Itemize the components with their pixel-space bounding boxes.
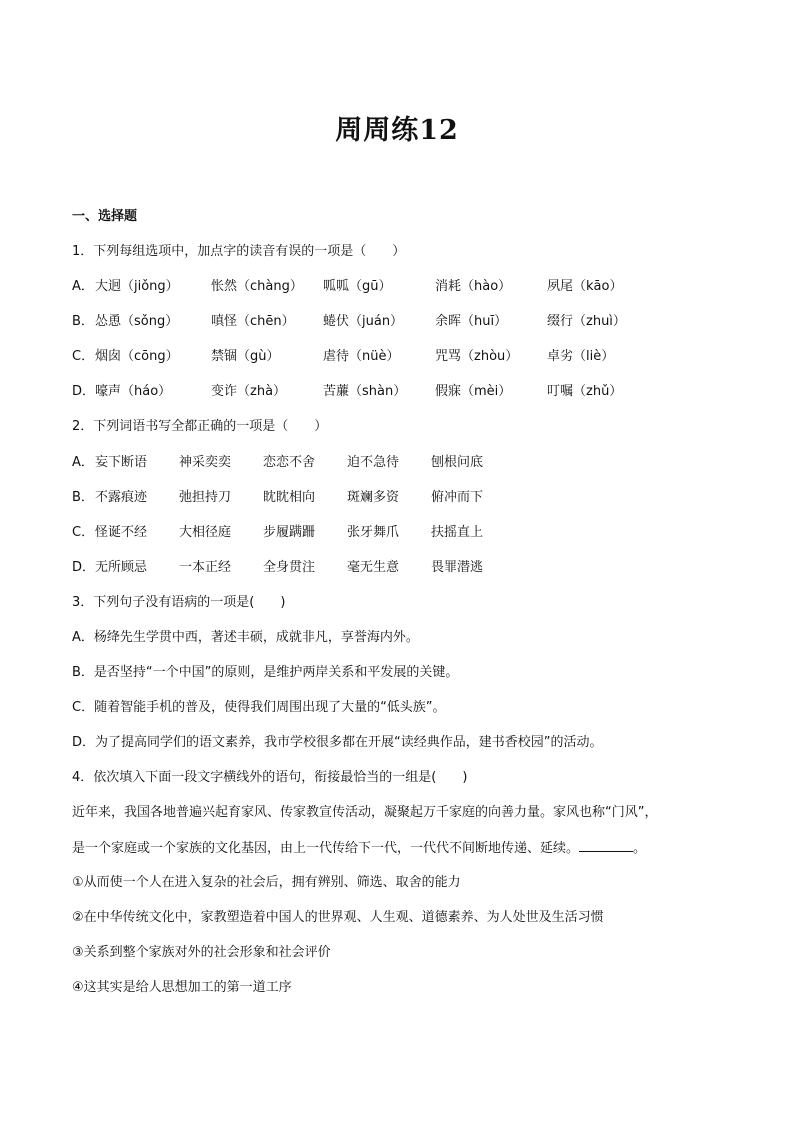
- q4-paragraph-line-1: 近年来，我国各地普遍兴起育家风、传家教宣传活动，凝聚起万千家庭的向善力量。家风也称“门风”，: [72, 805, 658, 820]
- q1-option-c-item: 禁锢（gù）: [211, 349, 280, 364]
- q1-option-a-label: A．: [72, 279, 94, 294]
- q2-option-c-item: 步履蹒跚: [263, 525, 316, 540]
- q1-option-d-item: 嚎声（háo）: [95, 384, 172, 399]
- q3-option-b: B．是否坚持“一个中国”的原则，是维护两岸关系和平发展的关键。: [72, 665, 459, 680]
- q2-option-a-item: 神采奕奕: [179, 455, 232, 470]
- q1-option-d-item: 苦薕（shàn）: [323, 384, 407, 399]
- q2-option-d-item: 一本正经: [179, 560, 232, 575]
- q2-option-d-label: D．: [72, 560, 96, 575]
- q1-option-d-item: 变诈（zhà）: [211, 384, 287, 399]
- q1-option-a-item: 夙尾（kāo）: [547, 279, 623, 294]
- q1-option-c-item: 卓劣（liè）: [547, 349, 615, 364]
- q1-option-a-item: 怅然（chàng）: [211, 279, 303, 294]
- question-4-stem: 4．依次填入下面一段文字横线外的语句，衔接最恰当的一组是( ): [72, 770, 468, 785]
- q2-option-a-item: 妄下断语: [95, 455, 148, 470]
- q4-item-3: ③关系到整个家族对外的社会形象和社会评价: [72, 945, 331, 960]
- q2-option-b-item: 弛担持刀: [179, 490, 232, 505]
- q4-paragraph-line-2: [72, 839, 646, 858]
- q1-option-a-item: 消耗（hào）: [435, 279, 512, 294]
- q4-item-4: ④这其实是给人思想加工的第一道工序: [72, 980, 292, 995]
- q1-option-b-item: 蜷伏（juán）: [323, 314, 404, 329]
- section-heading: 一、选择题: [72, 209, 138, 224]
- q1-option-d-item: 叮嘱（zhǔ）: [547, 384, 623, 399]
- q2-option-c-item: 怪诞不经: [95, 525, 148, 540]
- q2-option-c-item: 大相径庭: [179, 525, 232, 540]
- q4-item-2: ②在中华传统文化中，家教塑造着中国人的世界观、人生观、道德素养、为人处世及生活习惯: [72, 910, 604, 925]
- q2-option-b-label: B．: [72, 490, 94, 505]
- q2-option-b-item: 眈眈相向: [263, 490, 316, 505]
- q1-option-c-item: 咒骂（zhòu）: [435, 349, 519, 364]
- q2-option-a-item: 恋恋不舍: [263, 455, 316, 470]
- q2-option-b-item: 俯冲而下: [431, 490, 484, 505]
- q2-option-c-label: C．: [72, 525, 95, 540]
- q2-option-a-label: A．: [72, 455, 94, 470]
- q4-paragraph-text: 是一个家庭或一个家族的文化基因，由上一代传给下一代，一代代不间断地传递、延续。: [72, 841, 580, 856]
- q4-paragraph-end: 。: [633, 841, 647, 856]
- q2-option-b-item: 斑斓多资: [347, 490, 400, 505]
- q2-option-d-item: 全身贯注: [263, 560, 316, 575]
- question-1-stem: 1．下列每组选项中，加点字的读音有误的一项是（ ）: [72, 244, 406, 259]
- q2-option-d-item: 畏罪潜逃: [431, 560, 484, 575]
- q1-option-b-item: 余晖（huī）: [435, 314, 508, 329]
- q2-option-b-item: 不露痕迹: [95, 490, 148, 505]
- q1-option-c-item: 烟囱（cōng）: [95, 349, 179, 364]
- q2-option-a-item: 迫不急待: [347, 455, 400, 470]
- q1-option-d-item: 假寐（mèi）: [435, 384, 512, 399]
- q2-option-c-item: 扶摇直上: [431, 525, 484, 540]
- q1-option-d-label: D．: [72, 384, 96, 399]
- q2-option-c-item: 张牙舞爪: [347, 525, 400, 540]
- q1-option-a-item: 呱呱（gū）: [323, 279, 392, 294]
- q3-option-c: C．随着智能手机的普及，使得我们周围出现了大量的“低头族”。: [72, 700, 446, 715]
- q1-option-c-label: C．: [72, 349, 95, 364]
- q1-option-b-item: 怂恿（sǒng）: [95, 314, 179, 329]
- q4-item-1: ①从而使一个人在进入复杂的社会后，拥有辨别、筛选、取舍的能力: [72, 875, 461, 890]
- q3-option-a: A．杨绛先生学贯中西，著述丰硕，成就非凡，享誉海内外。: [72, 630, 419, 645]
- q2-option-d-item: 毫无生意: [347, 560, 400, 575]
- q1-option-c-item: 虐待（nüè）: [323, 349, 400, 364]
- q1-option-b-item: 缀行（zhuì）: [547, 314, 626, 329]
- q2-option-a-item: 刨根问底: [431, 455, 484, 470]
- q1-option-b-label: B．: [72, 314, 94, 329]
- q1-option-a-item: 大迥（jiǒng）: [95, 279, 179, 294]
- question-3-stem: 3．下列句子没有语病的一项是( ): [72, 595, 286, 610]
- page-title: 周周练12: [335, 115, 459, 146]
- q2-option-d-item: 无所顾忌: [95, 560, 148, 575]
- q3-option-d: D．为了提高同学们的语文素养，我市学校很多都在开展“读经典作品，建书香校园”的活动。: [72, 735, 603, 750]
- fill-in-blank: [579, 839, 633, 852]
- question-2-stem: 2．下列词语书写全都正确的一项是（ ）: [72, 419, 328, 434]
- q1-option-b-item: 嗔怪（chēn）: [211, 314, 295, 329]
